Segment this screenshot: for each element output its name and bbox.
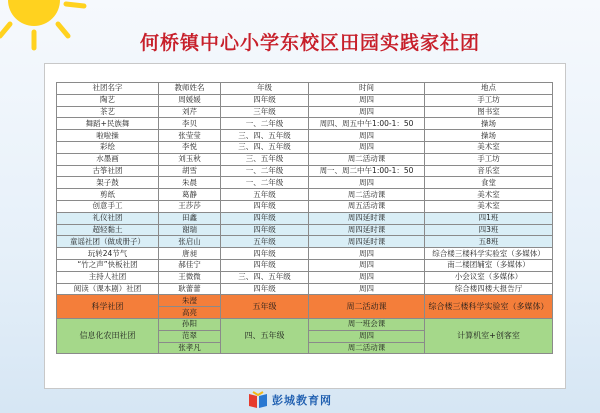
cell: 周四 xyxy=(309,248,425,260)
table-row xyxy=(57,153,553,165)
site-logo xyxy=(248,389,388,411)
page-title: 何桥镇中心小学东校区田园实践家社团 xyxy=(139,32,480,54)
cell: 刘芹 xyxy=(159,106,221,118)
science-place: 综合楼三楼科学实验室（多媒体） xyxy=(425,295,553,319)
cell: 周四 xyxy=(309,94,425,106)
cell: 操场 xyxy=(425,130,553,142)
table-row xyxy=(57,259,553,271)
cell: 美术室 xyxy=(425,141,553,153)
cell: 小会议室（多媒体） xyxy=(425,271,553,283)
cell: 周四 xyxy=(309,130,425,142)
science-teacher-2: 高亮 xyxy=(159,307,221,319)
science-teacher-1: 朱瀅 xyxy=(159,295,221,307)
it-club-name: 信息化农田社团 xyxy=(57,318,159,353)
header-grade: 年级 xyxy=(221,83,309,95)
cell: 王微微 xyxy=(159,271,221,283)
cell: 礼仪社团 xyxy=(57,212,159,224)
cell: 三、四、五年级 xyxy=(221,141,309,153)
cell: 四年级 xyxy=(221,248,309,260)
cell: 手工坊 xyxy=(425,94,553,106)
cell: 彩绘 xyxy=(57,141,159,153)
cell: 李贝 xyxy=(159,118,221,130)
cell: 玩转24节气 xyxy=(57,248,159,260)
cell: 茶艺 xyxy=(57,106,159,118)
cell: 郝佳宁 xyxy=(159,259,221,271)
cell: 周四延时课 xyxy=(309,236,425,248)
cell: 谢瑞 xyxy=(159,224,221,236)
cell: 美术室 xyxy=(425,200,553,212)
cell: 主持人社团 xyxy=(57,271,159,283)
cell: 架子鼓 xyxy=(57,177,159,189)
cell: 古筝社团 xyxy=(57,165,159,177)
cell: 图书室 xyxy=(425,106,553,118)
cell: 周二活动课 xyxy=(309,189,425,201)
cell: 四年级 xyxy=(221,224,309,236)
cell: 一、二年级 xyxy=(221,165,309,177)
table-row xyxy=(57,106,553,118)
cell: 综合楼三楼科学实验室（多媒体） xyxy=(425,248,553,260)
it-grade: 四、五年级 xyxy=(221,318,309,353)
sun-icon xyxy=(0,0,104,60)
cell: 水墨画 xyxy=(57,153,159,165)
book-icon xyxy=(248,391,268,409)
header-place: 地点 xyxy=(425,83,553,95)
cell: 王莎莎 xyxy=(159,200,221,212)
table-row xyxy=(57,271,553,283)
cell: 五年级 xyxy=(221,236,309,248)
cell: 南二楼团辅室（多媒体） xyxy=(425,259,553,271)
cell: 食堂 xyxy=(425,177,553,189)
cell: 耿蕾蕾 xyxy=(159,283,221,295)
table-row-it xyxy=(57,318,553,330)
table-row xyxy=(57,118,553,130)
cell: 五年级 xyxy=(221,189,309,201)
club-schedule-table xyxy=(56,82,553,354)
table-row xyxy=(57,200,553,212)
cell: 三、四、五年级 xyxy=(221,271,309,283)
it-place: 计算机室+创客室 xyxy=(425,318,553,353)
cell: 唐昶 xyxy=(159,248,221,260)
logo-text: 彭城教育网 xyxy=(272,394,332,407)
cell: 周四、周五中午1:00-1：50 xyxy=(309,118,425,130)
cell: 手工坊 xyxy=(425,153,553,165)
science-time: 周二活动课 xyxy=(309,295,425,319)
cell: 美术室 xyxy=(425,189,553,201)
cell: 周五活动课 xyxy=(309,200,425,212)
table-row xyxy=(57,94,553,106)
table-row xyxy=(57,141,553,153)
table-row xyxy=(57,130,553,142)
cell: 四1班 xyxy=(425,212,553,224)
cell: 刘玉秋 xyxy=(159,153,221,165)
table-row xyxy=(57,189,553,201)
cell: 超轻黏土 xyxy=(57,224,159,236)
cell: 四年级 xyxy=(221,94,309,106)
cell: 周四 xyxy=(309,177,425,189)
science-club-name: 科学社团 xyxy=(57,295,159,319)
header-club: 社团名字 xyxy=(57,83,159,95)
cell: 周二活动课 xyxy=(309,153,425,165)
table-row xyxy=(57,212,553,224)
cell: “竹之声”快板社团 xyxy=(57,259,159,271)
it-teacher-2: 范翠 xyxy=(159,330,221,342)
cell: 综合楼四楼大报告厅 xyxy=(425,283,553,295)
table-row xyxy=(57,236,553,248)
cell: 啦啦操 xyxy=(57,130,159,142)
cell: 创意手工 xyxy=(57,200,159,212)
table-row-science xyxy=(57,295,553,307)
cell: 四3班 xyxy=(425,224,553,236)
science-grade: 五年级 xyxy=(221,295,309,319)
cell: 五8班 xyxy=(425,236,553,248)
table-row xyxy=(57,165,553,177)
cell: 周四 xyxy=(309,141,425,153)
cell: 三、五年级 xyxy=(221,153,309,165)
it-time-3: 周二活动课 xyxy=(309,342,425,354)
cell: 周媛媛 xyxy=(159,94,221,106)
header-time: 时间 xyxy=(309,83,425,95)
cell: 李悦 xyxy=(159,141,221,153)
cell: 一、二年级 xyxy=(221,177,309,189)
cell: 胡雪 xyxy=(159,165,221,177)
header-teacher: 教师姓名 xyxy=(159,83,221,95)
cell: 童谣社团（做成册子） xyxy=(57,236,159,248)
cell: 剪纸 xyxy=(57,189,159,201)
table-row xyxy=(57,283,553,295)
cell: 操场 xyxy=(425,118,553,130)
cell: 周四 xyxy=(309,283,425,295)
table-header-row xyxy=(57,83,553,95)
cell: 张莹莹 xyxy=(159,130,221,142)
cell: 音乐室 xyxy=(425,165,553,177)
cell: 四年级 xyxy=(221,212,309,224)
cell: 周四 xyxy=(309,106,425,118)
it-teacher-3: 张孝凡 xyxy=(159,342,221,354)
it-time-1: 周一班会课 xyxy=(309,318,425,330)
cell: 四年级 xyxy=(221,259,309,271)
cell: 四年级 xyxy=(221,283,309,295)
cell: 周四 xyxy=(309,271,425,283)
cell: 张启山 xyxy=(159,236,221,248)
cell: 四年级 xyxy=(221,200,309,212)
it-teacher-1: 孙阳 xyxy=(159,318,221,330)
cell: 周四 xyxy=(309,259,425,271)
table-row xyxy=(57,248,553,260)
cell: 葛静 xyxy=(159,189,221,201)
cell: 舞蹈+民族舞 xyxy=(57,118,159,130)
cell: 陶艺 xyxy=(57,94,159,106)
cell: 田鑫 xyxy=(159,212,221,224)
cell: 周四延时课 xyxy=(309,212,425,224)
cell: 朱晨 xyxy=(159,177,221,189)
it-time-2: 周四 xyxy=(309,330,425,342)
cell: 一、二年级 xyxy=(221,118,309,130)
cell: 三、四、五年级 xyxy=(221,130,309,142)
table-row xyxy=(57,224,553,236)
cell: 周四延时课 xyxy=(309,224,425,236)
cell: 三年级 xyxy=(221,106,309,118)
cell: 阅读（课本剧）社团 xyxy=(57,283,159,295)
cell: 周一、周二中午1:00-1：50 xyxy=(309,165,425,177)
table-row xyxy=(57,177,553,189)
